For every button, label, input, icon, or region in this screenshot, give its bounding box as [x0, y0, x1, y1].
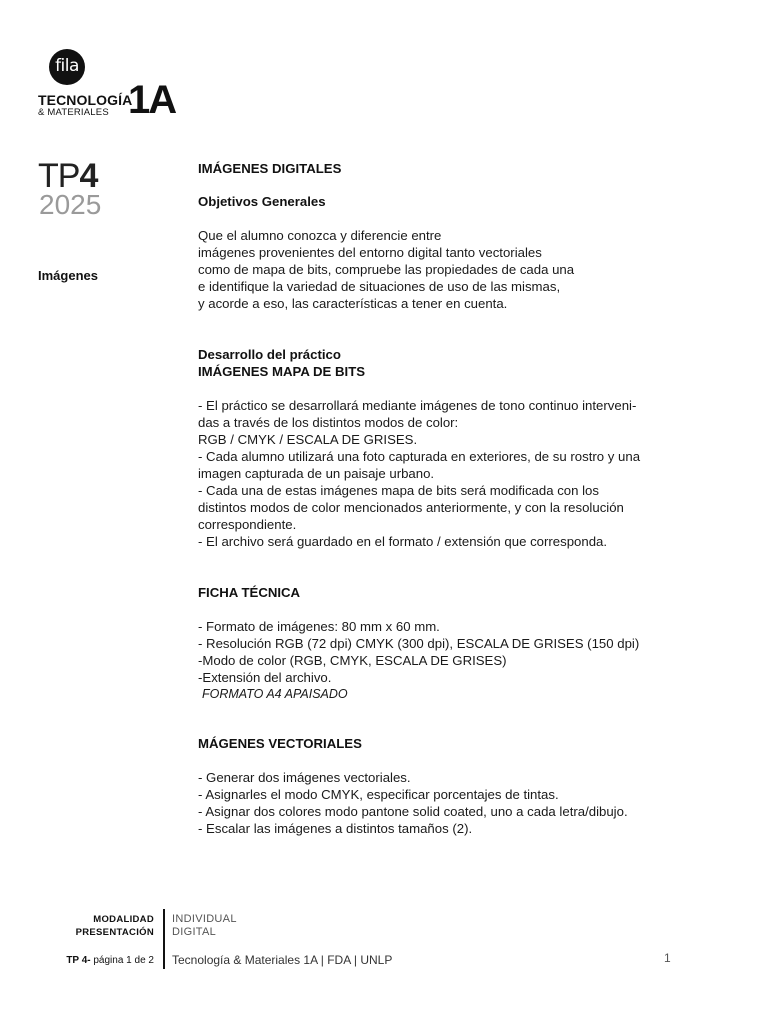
fila-logo [49, 49, 85, 85]
footer-tp: TP 4- [66, 955, 91, 966]
objectives-line: Que el alumno conozca y diferencie entre [198, 228, 442, 243]
bitmap-line: - El archivo será guardado en el formato / extensión que corresponda. [198, 534, 608, 549]
bitmap-heading: IMÁGENES MAPA DE BITS [198, 364, 366, 379]
vector-line: - Generar dos imágenes vectoriales. [198, 770, 411, 785]
presentation-value: DIGITAL [172, 926, 217, 938]
brand-code: 1A [128, 78, 176, 122]
bitmap-line: - Cada alumno utilizará una foto capturada en exteriores, de su rostro y una [198, 449, 641, 464]
bitmap-line: - El práctico se desarrollará mediante imágenes de tono continuo interveni- [198, 398, 637, 413]
brand-subtitle: & MATERIALES [38, 107, 109, 118]
tech-line: - Formato de imágenes: 80 mm x 60 mm. [198, 619, 440, 634]
bitmap-line: imagen capturada de un paisaje urbano. [198, 466, 435, 481]
presentation-label: PRESENTACIÓN [75, 927, 154, 938]
tp-number: 4 [79, 157, 98, 195]
vector-list [198, 769, 678, 837]
bitmap-line: distintos modos de color mencionados anteriormente, y con la resolución [198, 500, 624, 515]
bitmap-line: RGB / CMYK / ESCALA DE GRISES. [198, 432, 418, 447]
main-content [198, 160, 678, 837]
vector-heading: MÁGENES VECTORIALES [198, 736, 362, 751]
footer-modality-values [172, 913, 237, 939]
side-topic: Imágenes [38, 268, 98, 283]
objectives-line: e identifique la variedad de situaciones de uso de las mismas, [198, 279, 561, 294]
modality-label: MODALIDAD [93, 914, 154, 925]
footer-institution: Tecnología & Materiales 1A | FDA | UNLP [172, 953, 393, 967]
bitmap-line: correspondiente. [198, 517, 297, 532]
tech-line: -Modo de color (RGB, CMYK, ESCALA DE GRISES) [198, 653, 507, 668]
vector-line: - Asignar dos colores modo pantone solid coated, uno a cada letra/dibujo. [198, 804, 628, 819]
bitmap-line: das a través de los distintos modos de color: [198, 415, 459, 430]
tech-heading: FICHA TÉCNICA [198, 585, 301, 600]
brand-title: TECNOLOGÍA [38, 92, 133, 108]
tech-list [198, 618, 678, 703]
modality-value: INDIVIDUAL [172, 913, 237, 925]
bitmap-paragraph [198, 397, 678, 550]
footer-page-indicator [40, 955, 154, 966]
tech-line: - Resolución RGB (72 dpi) CMYK (300 dpi), ESCALA DE GRISES (150 dpi) [198, 636, 640, 651]
format-note: FORMATO A4 APAISADO [202, 687, 348, 701]
vector-line: - Asignarles el modo CMYK, especificar porcentajes de tintas. [198, 787, 559, 802]
objectives-line: como de mapa de bits, compruebe las propiedades de cada una [198, 262, 575, 277]
page-number: 1 [664, 951, 671, 965]
bitmap-line: - Cada una de estas imágenes mapa de bits será modificada con los [198, 483, 599, 498]
logo-mark: fila [55, 56, 79, 76]
footer-page-text: página 1 de 2 [93, 955, 154, 966]
vector-line: - Escalar las imágenes a distintos tamaños (2). [198, 821, 473, 836]
footer-divider [163, 909, 165, 969]
tp-prefix: TP [38, 157, 80, 195]
tp-year: 2025 [39, 189, 102, 220]
objectives-line: imágenes provenientes del entorno digital tanto vectoriales [198, 245, 542, 260]
tech-line: -Extensión del archivo. [198, 670, 332, 685]
doc-title: IMÁGENES DIGITALES [198, 161, 342, 176]
objectives-heading: Objetivos Generales [198, 194, 326, 209]
objectives-line: y acorde a eso, las características a tener en cuenta. [198, 296, 508, 311]
development-heading: Desarrollo del práctico [198, 347, 341, 362]
footer-modality-label [40, 913, 154, 939]
objectives-paragraph [198, 227, 678, 312]
